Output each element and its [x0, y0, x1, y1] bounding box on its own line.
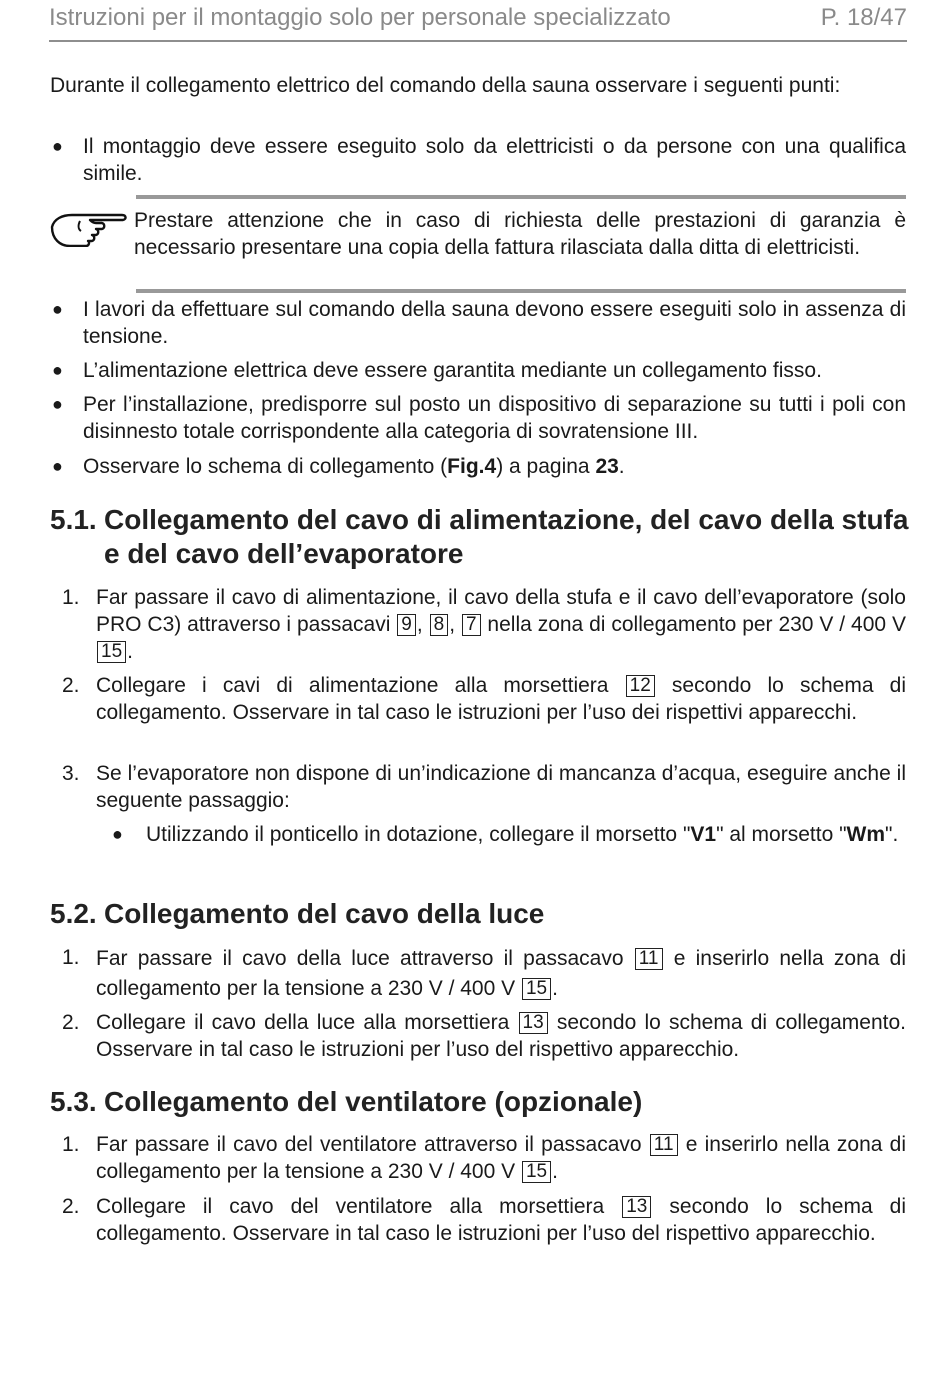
section-title: Collegamento del cavo di alimentazione, del cavo della stufa e del cavo dell’evaporatore: [104, 504, 909, 569]
intro-paragraph: Durante il collegamento elettrico del comando della sauna osservare i seguenti punti:: [50, 74, 841, 97]
section-title: Collegamento del cavo della luce: [104, 898, 545, 929]
ref-box: 13: [519, 1012, 548, 1034]
bullet-text: Osservare lo schema di collegamento (Fig.4) a pagina 23.: [83, 455, 625, 478]
ref-box: 9: [397, 614, 416, 636]
bullet-icon: ●: [52, 394, 63, 414]
section-number: 5.1.: [50, 504, 97, 535]
pointing-hand-icon: [50, 207, 128, 247]
step-number: 3.: [62, 762, 80, 785]
page-ref: 23: [595, 455, 619, 478]
ref-box: 12: [626, 675, 655, 697]
ref-box: 15: [522, 1161, 551, 1183]
bullet-text: I lavori da effettuare sul comando della sauna devono essere eseguiti solo in assenza di tensione.: [83, 298, 906, 348]
step-text: Se l’evaporatore non dispone di un’indicazione di mancanza d’acqua, eseguire anche il seguente passaggio:: [96, 762, 906, 812]
step-text: Far passare il cavo della luce attraverso il passacavo 11 e inserirlo nella zona di collegamento per la tensione a 230 V / 400 V 15 .: [96, 947, 906, 1000]
step-number: 1.: [62, 946, 80, 969]
ref-box: 8: [430, 614, 449, 636]
ref-box: 11: [650, 1134, 678, 1156]
bullet-text: L’alimentazione elettrica deve essere garantita mediante un collegamento fisso.: [83, 359, 822, 382]
step-number: 2.: [62, 1011, 80, 1034]
ref-box: 11: [635, 948, 663, 970]
section-number: 5.2.: [50, 898, 97, 929]
step-number: 2.: [62, 1195, 80, 1218]
figure-ref: Fig.4: [447, 455, 497, 478]
section-title: Collegamento del ventilatore (opzionale): [104, 1086, 643, 1117]
bullet-icon: ●: [52, 360, 63, 380]
bullet-icon: ●: [52, 136, 63, 156]
page-number: P. 18/47: [820, 4, 907, 31]
sub-step-text: Utilizzando il ponticello in dotazione, collegare il morsetto "V1" al morsetto "Wm".: [146, 823, 899, 846]
note-text: Prestare attenzione che in caso di richiesta delle prestazioni di garanzia è necessario presentare una copia della fattura rilasciata dalla ditta di elettricisti.: [134, 209, 906, 259]
note-divider-top: [136, 195, 906, 199]
ref-box: 7: [462, 614, 481, 636]
terminal-v1: V1: [690, 823, 717, 846]
ref-box: 15: [97, 641, 126, 663]
note-divider-bottom: [136, 289, 906, 293]
bullet-icon: ●: [112, 824, 123, 844]
ref-box: 13: [622, 1196, 651, 1218]
page-header: [49, 0, 907, 42]
ref-box: 15: [522, 978, 551, 1000]
step-number: 2.: [62, 674, 80, 697]
step-text: Collegare il cavo della luce alla morsettiera 13 secondo lo schema di collegamento. Osservare in tal caso le istruzioni per l’uso del rispettivo apparecchio.: [96, 1011, 906, 1061]
step-text: Collegare i cavi di alimentazione alla morsettiera 12 secondo lo schema di collegamento. Osservare in tal caso le istruzioni per l’uso dei rispettivi apparecchi.: [96, 674, 906, 724]
header-title: Istruzioni per il montaggio solo per personale specializzato: [49, 4, 671, 31]
warranty-note: [50, 195, 906, 293]
step-text: Far passare il cavo del ventilatore attraverso il passacavo 11 e inserirlo nella zona di collegamento per la tensione a 230 V / 400 V 15 .: [96, 1133, 907, 1183]
bullet-text: Per l’installazione, predisporre sul posto un dispositivo di separazione su tutti i poli con disinnesto totale corrispondente alla categoria di sovratensione III.: [83, 393, 906, 443]
bullet-icon: ●: [52, 299, 63, 319]
section-number: 5.3.: [50, 1086, 97, 1117]
step-text: Far passare il cavo di alimentazione, il cavo della stufa e il cavo dell’evaporatore (solo PRO C3) attraverso i passacavi 9 , 8 , 7 nella zona di collegamento per 230 V / 400 V 15 .: [96, 586, 906, 663]
step-text: Collegare il cavo del ventilatore alla morsettiera 13 secondo lo schema di collegamento. Osservare in tal caso le istruzioni per l’uso del rispettivo apparecchio.: [96, 1195, 907, 1245]
bullet-text: Il montaggio deve essere eseguito solo da elettricisti o da persone con una qualifica simile.: [83, 135, 906, 185]
step-number: 1.: [62, 1133, 80, 1156]
bullet-icon: ●: [52, 456, 63, 476]
terminal-wm: Wm: [846, 823, 886, 846]
step-number: 1.: [62, 586, 80, 609]
